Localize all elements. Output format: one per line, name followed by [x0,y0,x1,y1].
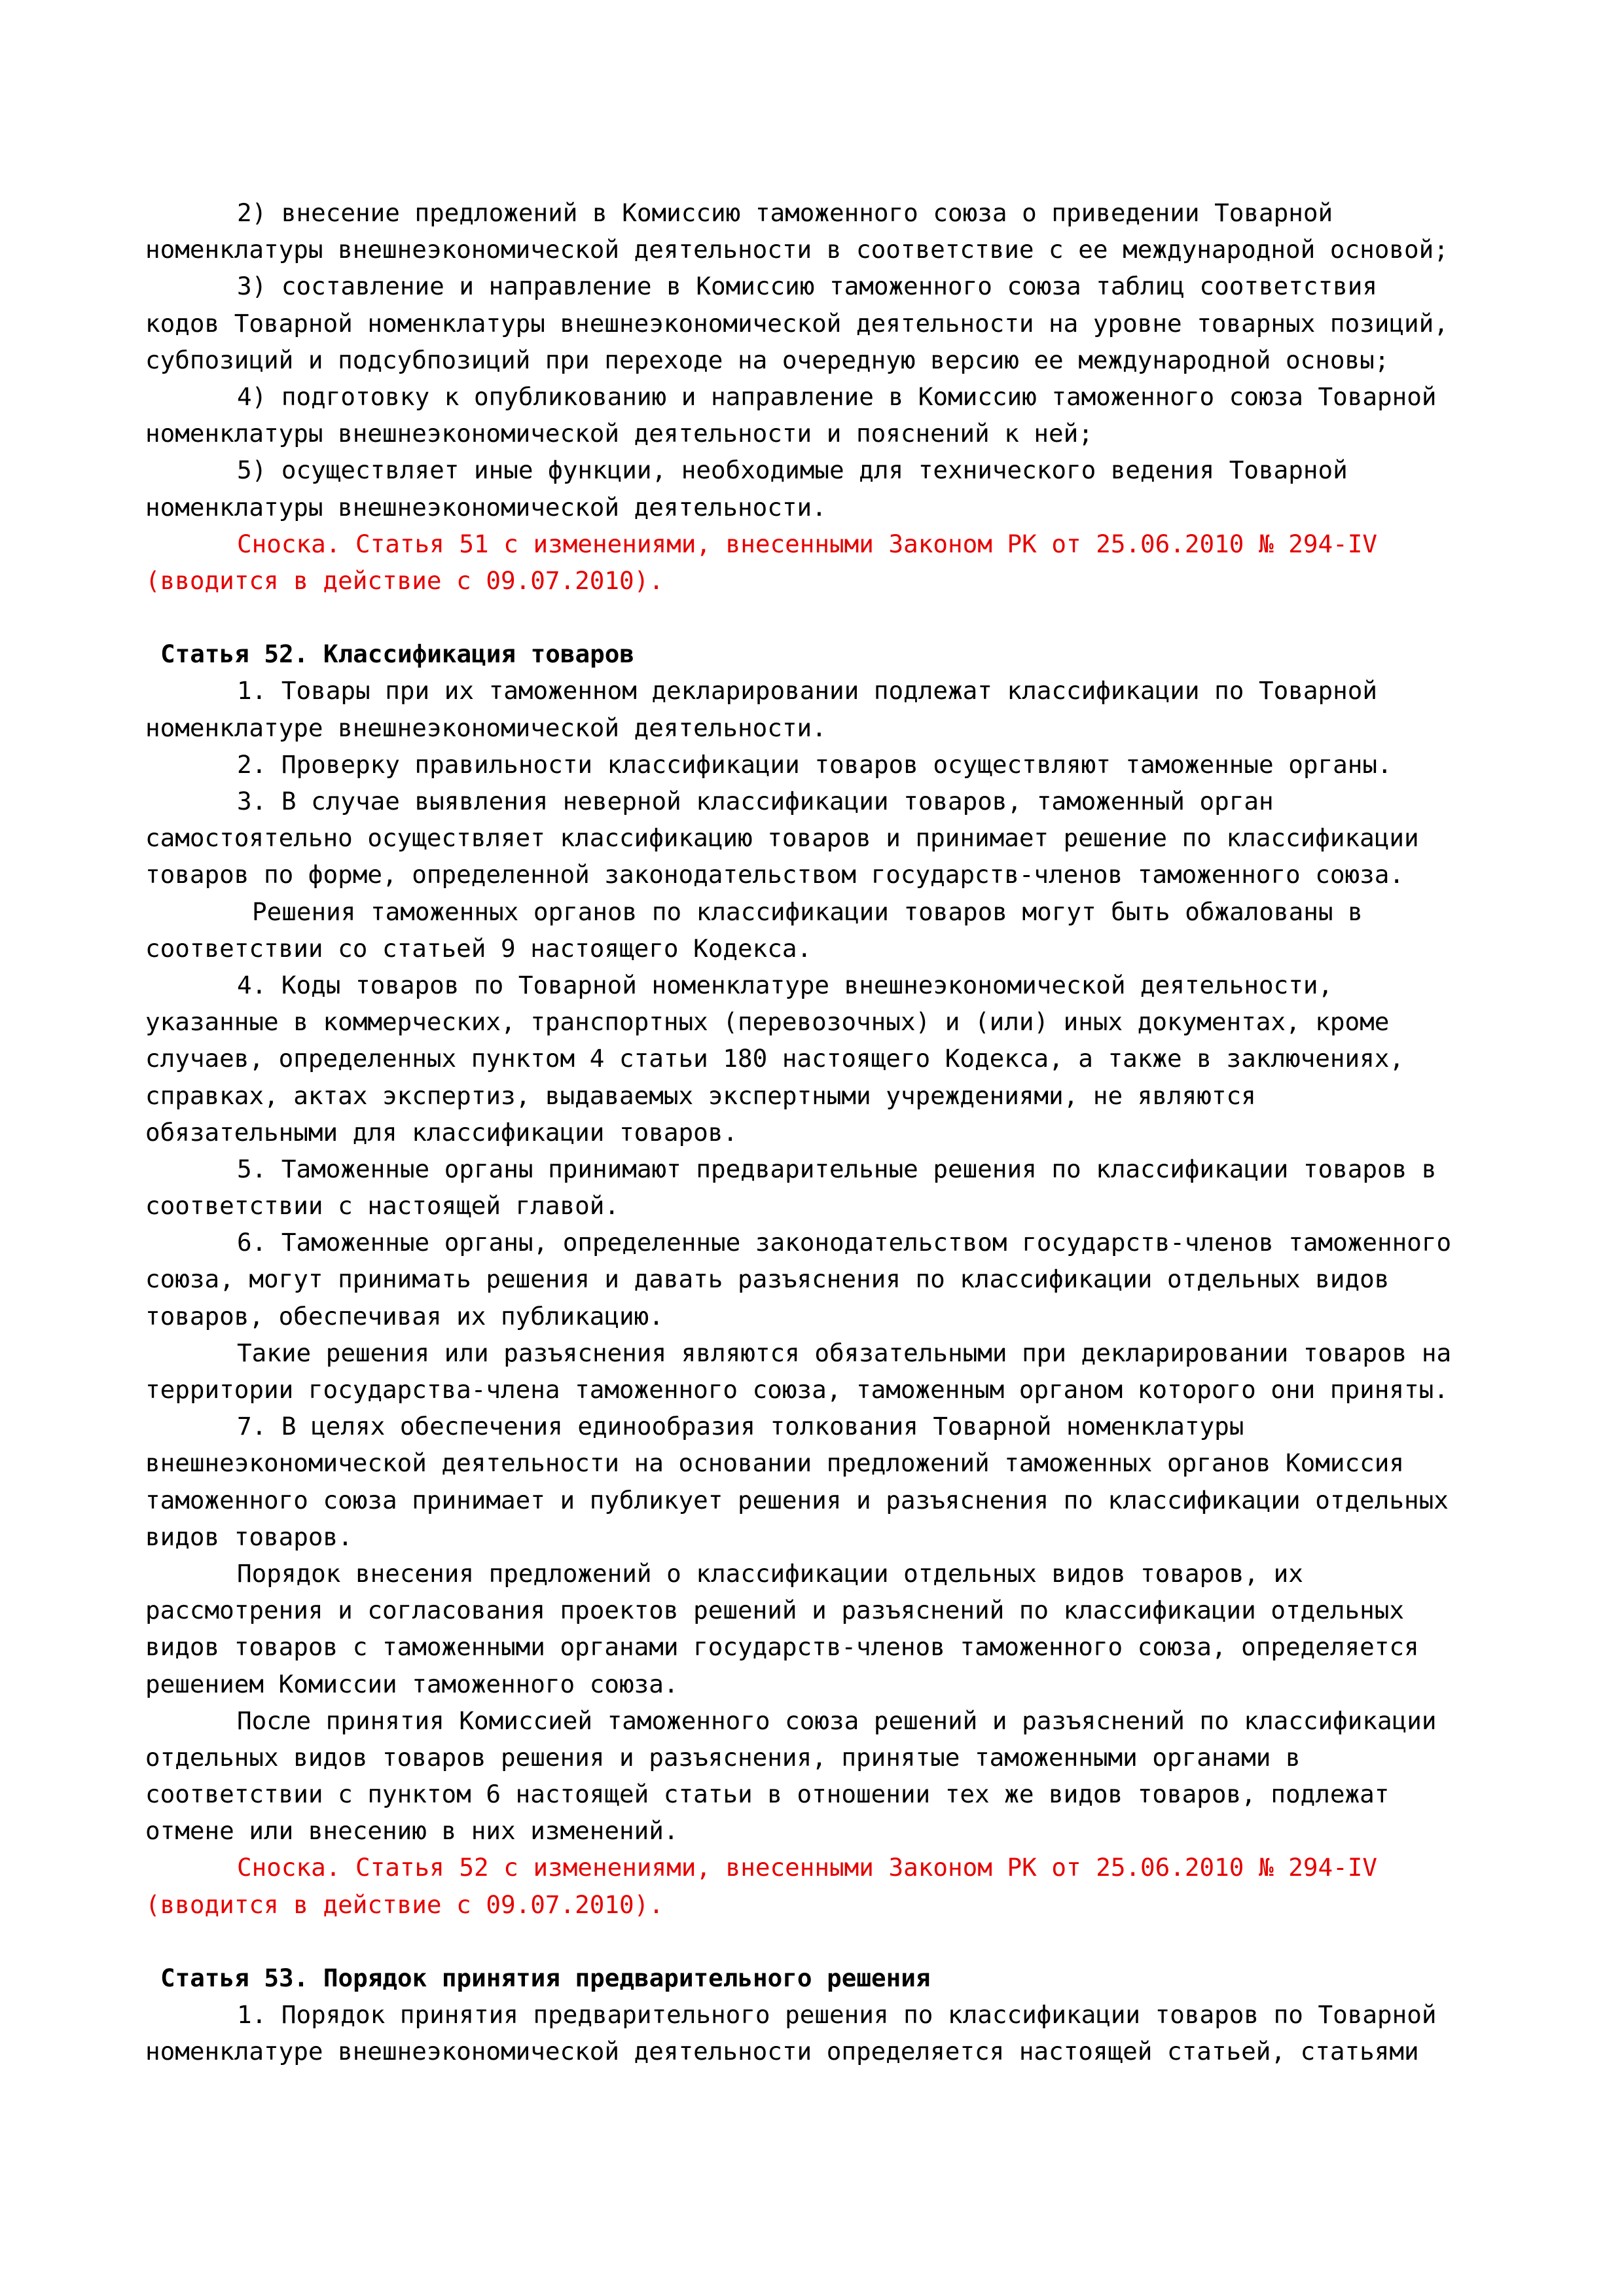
text-line: номенклатуре внешнеэкономической деятельности. [145,713,827,742]
text-line: кодов Товарной номенклатуры внешнеэкономической деятельности на уровне товарных позиций, [145,308,1449,338]
text-line: товаров, обеспечивая их публикацию. [145,1301,664,1331]
paragraph [145,1224,1520,1335]
text-line: 2. Проверку правильности классификации товаров осуществляют таможенные органы. [237,749,1392,779]
text-line: справках, актах экспертиз, выдаваемых экспертными учреждениями, не являются [145,1081,1256,1110]
text-line: 5. Таможенные органы принимают предварительные решения по классификации товаров в [237,1154,1437,1183]
text-line: 7. В целях обеспечения единообразия толкования Товарной номенклатуры [237,1412,1244,1441]
text-line: 1. Порядок принятия предварительного решения по классификации товаров по Товарной [237,2000,1437,2030]
text-line: соответствии со статьей 9 настоящего Кодекса. [145,933,812,963]
text-line: 6. Таможенные органы, определенные законодательством государств-членов таможенного [237,1228,1452,1257]
text-line: Сноска. Статья 52 с изменениями, внесенными Законом РК от 25.06.2010 № 294-IV [237,1853,1378,1882]
text-line: 4. Коды товаров по Товарной номенклатуре внешнеэкономической деятельности, [237,970,1333,999]
text-line: обязательными для классификации товаров. [145,1117,738,1147]
text-line: видов товаров с таможенными органами государств-членов таможенного союза, определяется [145,1632,1419,1662]
text-line: (вводится в действие с 09.07.2010). [145,1890,664,1919]
text-line: Такие решения или разъяснения являются обязательными при декларировании товаров на [237,1338,1452,1367]
text-line: номенклатуре внешнеэкономической деятельности определяется настоящей статьей, статьями [145,2037,1419,2066]
paragraph [145,268,1520,378]
paragraph [145,1335,1520,1408]
text-line: номенклатуры внешнеэкономической деятельности и пояснений к ней; [145,419,1093,448]
paragraph [145,1996,1520,2070]
paragraph [145,746,1520,783]
text-line: территории государства-члена таможенного союза, таможенным органом которого они приняты. [145,1375,1449,1404]
text-line: таможенного союза принимает и публикует решения и разъяснения по классификации отдельных [145,1485,1449,1515]
paragraph [145,1408,1520,1555]
paragraph [145,783,1520,893]
paragraph [145,672,1520,745]
text-line: субпозиций и подсубпозиций при переходе на очередную версию ее международной основы; [145,345,1390,374]
text-line: номенклатуры внешнеэкономической деятельности. [145,492,827,522]
text-line: 1. Товары при их таможенном декларировании подлежат классификации по Товарной [237,676,1378,706]
blank-line [145,599,1520,636]
footnote [145,526,1520,599]
paragraph [145,378,1520,452]
article-heading: Статья 52. Классификация товаров [160,639,634,669]
paragraph [145,1555,1520,1702]
text-line: номенклатуры внешнеэкономической деятельности в соответствие с ее международной основой; [145,235,1449,264]
text-line: указанные в коммерческих, транспортных (перевозочных) и (или) иных документах, кроме [145,1007,1390,1037]
text-line: Порядок внесения предложений о классификации отдельных видов товаров, их [237,1558,1303,1588]
text-line: 2) внесение предложений в Комиссию таможенного союза о приведении Товарной [237,198,1333,227]
paragraph [145,452,1520,525]
paragraph [145,893,1520,967]
text-line: случаев, определенных пунктом 4 статьи 180 настоящего Кодекса, а также в заключениях, [145,1044,1405,1073]
text-line: внешнеэкономической деятельности на основании предложений таможенных органов Комиссия [145,1448,1405,1478]
text-line: самостоятельно осуществляет классификацию товаров и принимает решение по классификации [145,823,1419,853]
footnote [145,1849,1520,1922]
text-line: видов товаров. [145,1522,353,1551]
text-line: соответствии с пунктом 6 настоящей статьи в отношении тех же видов товаров, подлежат [145,1780,1390,1809]
document-page [145,194,1520,2070]
text-line: соответствии с настоящей главой. [145,1191,619,1221]
text-line: товаров по форме, определенной законодательством государств-членов таможенного союза. [145,860,1405,889]
paragraph [145,1151,1520,1224]
text-line: союза, могут принимать решения и давать разъяснения по классификации отдельных видов [145,1265,1390,1294]
blank-line [145,1923,1520,1960]
paragraph [145,967,1520,1151]
text-line: Решения таможенных органов по классификации товаров могут быть обжалованы в [252,897,1363,926]
paragraph [145,1702,1520,1850]
text-line: решением Комиссии таможенного союза. [145,1669,679,1698]
text-line: 3) составление и направление в Комиссию таможенного союза таблиц соответствия [237,272,1378,301]
text-line: (вводится в действие с 09.07.2010). [145,565,664,595]
text-line: 4) подготовку к опубликованию и направление в Комиссию таможенного союза Товарной [237,382,1437,411]
article-heading: Статья 53. Порядок принятия предварительного решения [160,1964,931,1992]
text-line: рассмотрения и согласования проектов решений и разъяснений по классификации отдельных [145,1596,1405,1625]
text-line: отмене или внесению в них изменений. [145,1816,679,1846]
paragraph [145,194,1520,268]
text-line: 5) осуществляет иные функции, необходимые для технического ведения Товарной [237,456,1348,485]
text-line: отдельных видов товаров решения и разъяснения, принятые таможенными органами в [145,1742,1301,1772]
text-line: После принятия Комиссией таможенного союза решений и разъяснений по классификации [237,1706,1437,1735]
text-line: 3. В случае выявления неверной классификации товаров, таможенный орган [237,787,1274,816]
text-line: Сноска. Статья 51 с изменениями, внесенными Законом РК от 25.06.2010 № 294-IV [237,529,1378,558]
